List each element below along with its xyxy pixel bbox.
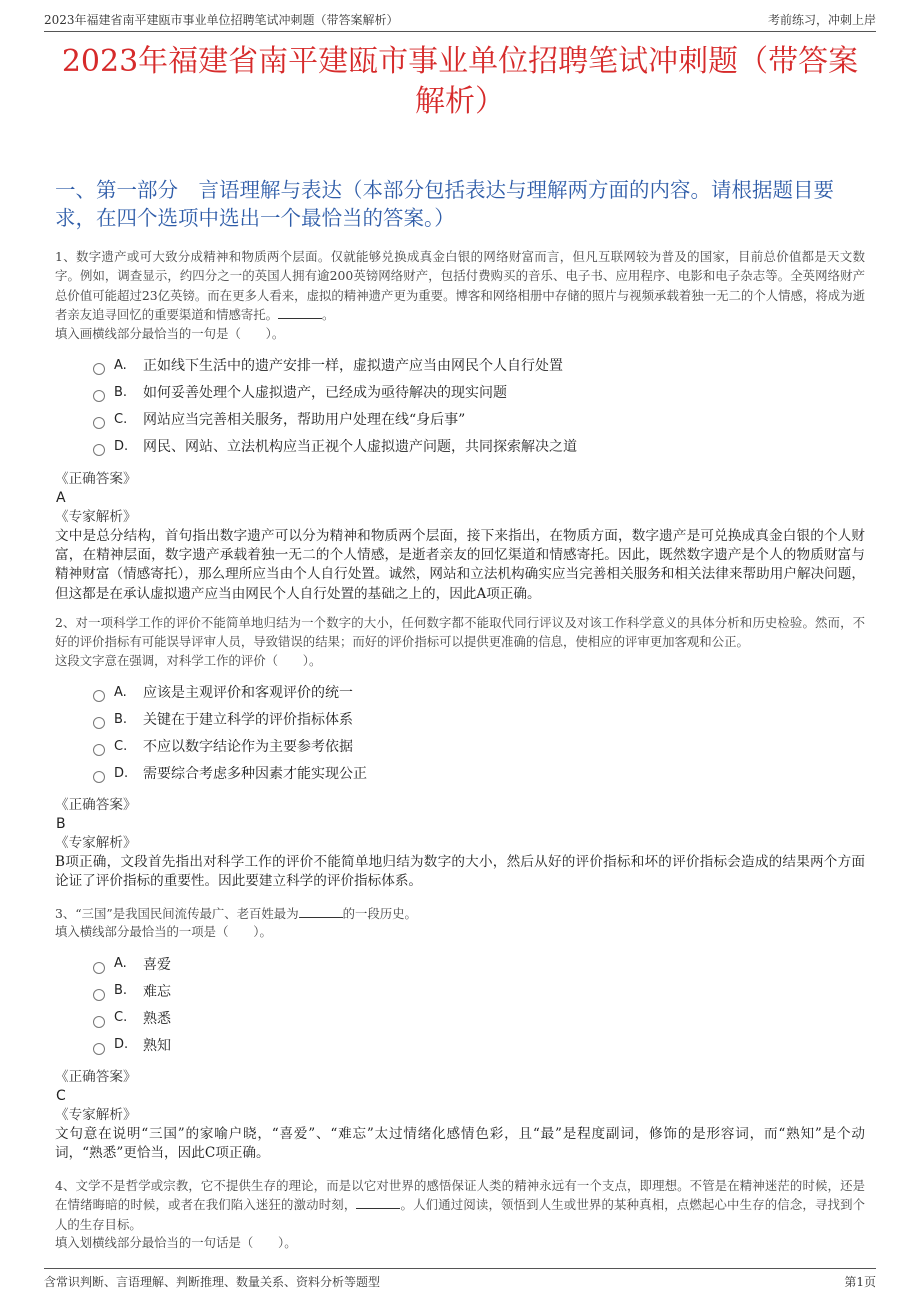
document-title: 2023年福建省南平建瓯市事业单位招聘笔试冲刺题（带答案解析） [61,44,859,119]
explain-label: 《专家解析》 [55,1107,137,1123]
question-1 [55,247,865,460]
page-number: 第1页 [844,1275,876,1289]
fill-blank [278,307,322,319]
option-c[interactable]: C. 熟悉 [93,1004,865,1031]
footer-left: 含常识判断、言语理解、判断推理、数量关系、资料分析等题型 [44,1275,381,1289]
fill-blank [299,906,343,918]
radio-icon[interactable] [93,417,105,429]
option-b[interactable]: B. 难忘 [93,977,865,1004]
option-a[interactable]: A. 应该是主观评价和客观评价的统一 [93,679,865,706]
option-list [93,679,865,787]
radio-icon[interactable] [93,1016,105,1028]
radio-icon[interactable] [93,771,105,783]
question-2 [55,613,865,787]
header-left: 2023年福建省南平建瓯市事业单位招聘笔试冲刺题（带答案解析） [44,13,399,27]
radio-icon[interactable] [93,363,105,375]
explain-label: 《专家解析》 [55,835,137,851]
question-instruction: 填入画横线部分最恰当的一句是（ ）。 [55,325,285,341]
radio-icon[interactable] [93,444,105,456]
option-list [93,352,865,460]
radio-icon[interactable] [93,1043,105,1055]
option-c[interactable]: C. 不应以数字结论作为主要参考依据 [93,733,865,760]
option-list [93,950,865,1058]
fill-blank [356,1197,400,1209]
question-4 [55,1176,865,1252]
question-instruction: 填入横线部分最恰当的一项是（ ）。 [55,924,272,940]
section-heading: 一、第一部分 言语理解与表达（本部分包括表达与理解两方面的内容。请根据题目要求，在四个选项中选出一个最恰当的答案。） [55,178,834,230]
question-instruction: 这段文字意在强调，对科学工作的评价（ ）。 [55,652,322,668]
answer-block-2 [55,796,865,891]
option-a[interactable]: A. 喜爱 [93,950,865,977]
answer-label: 《正确答案》 [55,471,137,487]
radio-icon[interactable] [93,390,105,402]
option-b[interactable]: B. 关键在于建立科学的评价指标体系 [93,706,865,733]
answer-value: B [56,816,66,832]
option-d[interactable]: D. 熟知 [93,1031,865,1058]
option-c[interactable]: C. 网站应当完善相关服务，帮助用户处理在线“身后事” [93,406,865,433]
answer-label: 《正确答案》 [55,797,137,813]
radio-icon[interactable] [93,962,105,974]
explain-label: 《专家解析》 [55,509,137,525]
question-stem: 4、文学不是哲学或宗教，它不提供生存的理论，而是以它对世界的感悟保证人类的精神永远有一个支点，即理想。不管是在精神迷茫的时候，还是在情绪晦暗的时候，或者在我们陷入迷狂的激动时刻， 。人们通过阅读，领悟到人生或世界的某种真相，点燃起心中生存的信念，寻找到个人的生存目标。 [55,1178,866,1232]
explanation-text: 文句意在说明“三国”的家喻户晓，“喜爱”、“难忘”太过情绪化感情色彩，且“最”是程度副词，修饰的是形容词，而“熟知”是个动词，“熟悉”更恰当，因此C项正确。 [55,1126,865,1162]
header-right: 考前练习，冲刺上岸 [767,13,876,27]
explanation-text: B项正确，文段首先指出对科学工作的评价不能简单地归结为数字的大小，然后从好的评价指标和坏的评价指标会造成的结果两个方面论证了评价指标的重要性。因此要建立科学的评价指标体系。 [55,854,865,890]
option-b[interactable]: B. 如何妥善处理个人虚拟遗产，已经成为亟待解决的现实问题 [93,379,865,406]
running-header [44,10,876,32]
option-d[interactable]: D. 需要综合考虑多种因素才能实现公正 [93,760,865,787]
question-stem: 2、对一项科学工作的评价不能简单地归结为一个数字的大小，任何数字都不能取代同行评议及对该工作科学意义的具体分析和历史检验。然而，不好的评价指标有可能误导评审人员，导致错误的结果；而好的评价指标可以提供更准确的信息，使相应的评审更加客观和公正。 [55,615,865,650]
explanation-text: 文中是总分结构，首句指出数字遗产可以分为精神和物质两个层面，接下来指出，在物质方面，数字遗产是可兑换成真金白银的个人财富，在精神层面，数字遗产承载着独一无二的个人情感，是逝者亲友的回忆渠道和情感寄托。因此，既然数字遗产是个人的物质财富与精神财富（情感寄托），那么理所应当由个人自行处置。诚然，网站和立法机构确实应当完善相关服务和相关法律来帮助用户解决问题，但这都是在承认虚拟遗产应当由网民个人自行处置的基础之上的，因此A项正确。 [55,528,865,602]
option-d[interactable]: D. 网民、网站、立法机构应当正视个人虚拟遗产问题，共同探索解决之道 [93,433,865,460]
radio-icon[interactable] [93,744,105,756]
running-footer [44,1268,876,1292]
radio-icon[interactable] [93,989,105,1001]
answer-value: A [56,490,66,506]
question-instruction: 填入划横线部分最恰当的一句话是（ ）。 [55,1235,297,1251]
option-a[interactable]: A. 正如线下生活中的遗产安排一样，虚拟遗产应当由网民个人自行处置 [93,352,865,379]
answer-value: C [56,1088,66,1104]
answer-block-1 [55,470,865,604]
radio-icon[interactable] [93,717,105,729]
answer-label: 《正确答案》 [55,1069,137,1085]
question-3 [55,904,865,1058]
question-stem: 3、“三国”是我国民间流传最广、老百姓最为 的一段历史。 [55,906,417,921]
question-stem: 1、数字遗产或可大致分成精神和物质两个层面。仅就能够兑换成真金白银的网络财富而言，但凡互联网较为普及的国家，目前总价值都是天文数字。例如，调查显示，约四分之一的英国人拥有逾200英镑网络财产，包括付费购买的音乐、电子书、应用程序、电影和电子杂志等。全英网络财产总价值可能超过23亿英镑。而在更多人看来，虚拟的精神遗产更为重要。博客和网络相册中存储的照片与视频承载着独一无二的个人情感，将成为逝者亲友追寻回忆的重要渠道和情感寄托。 。 [55,249,865,323]
radio-icon[interactable] [93,690,105,702]
answer-block-3 [55,1068,865,1163]
